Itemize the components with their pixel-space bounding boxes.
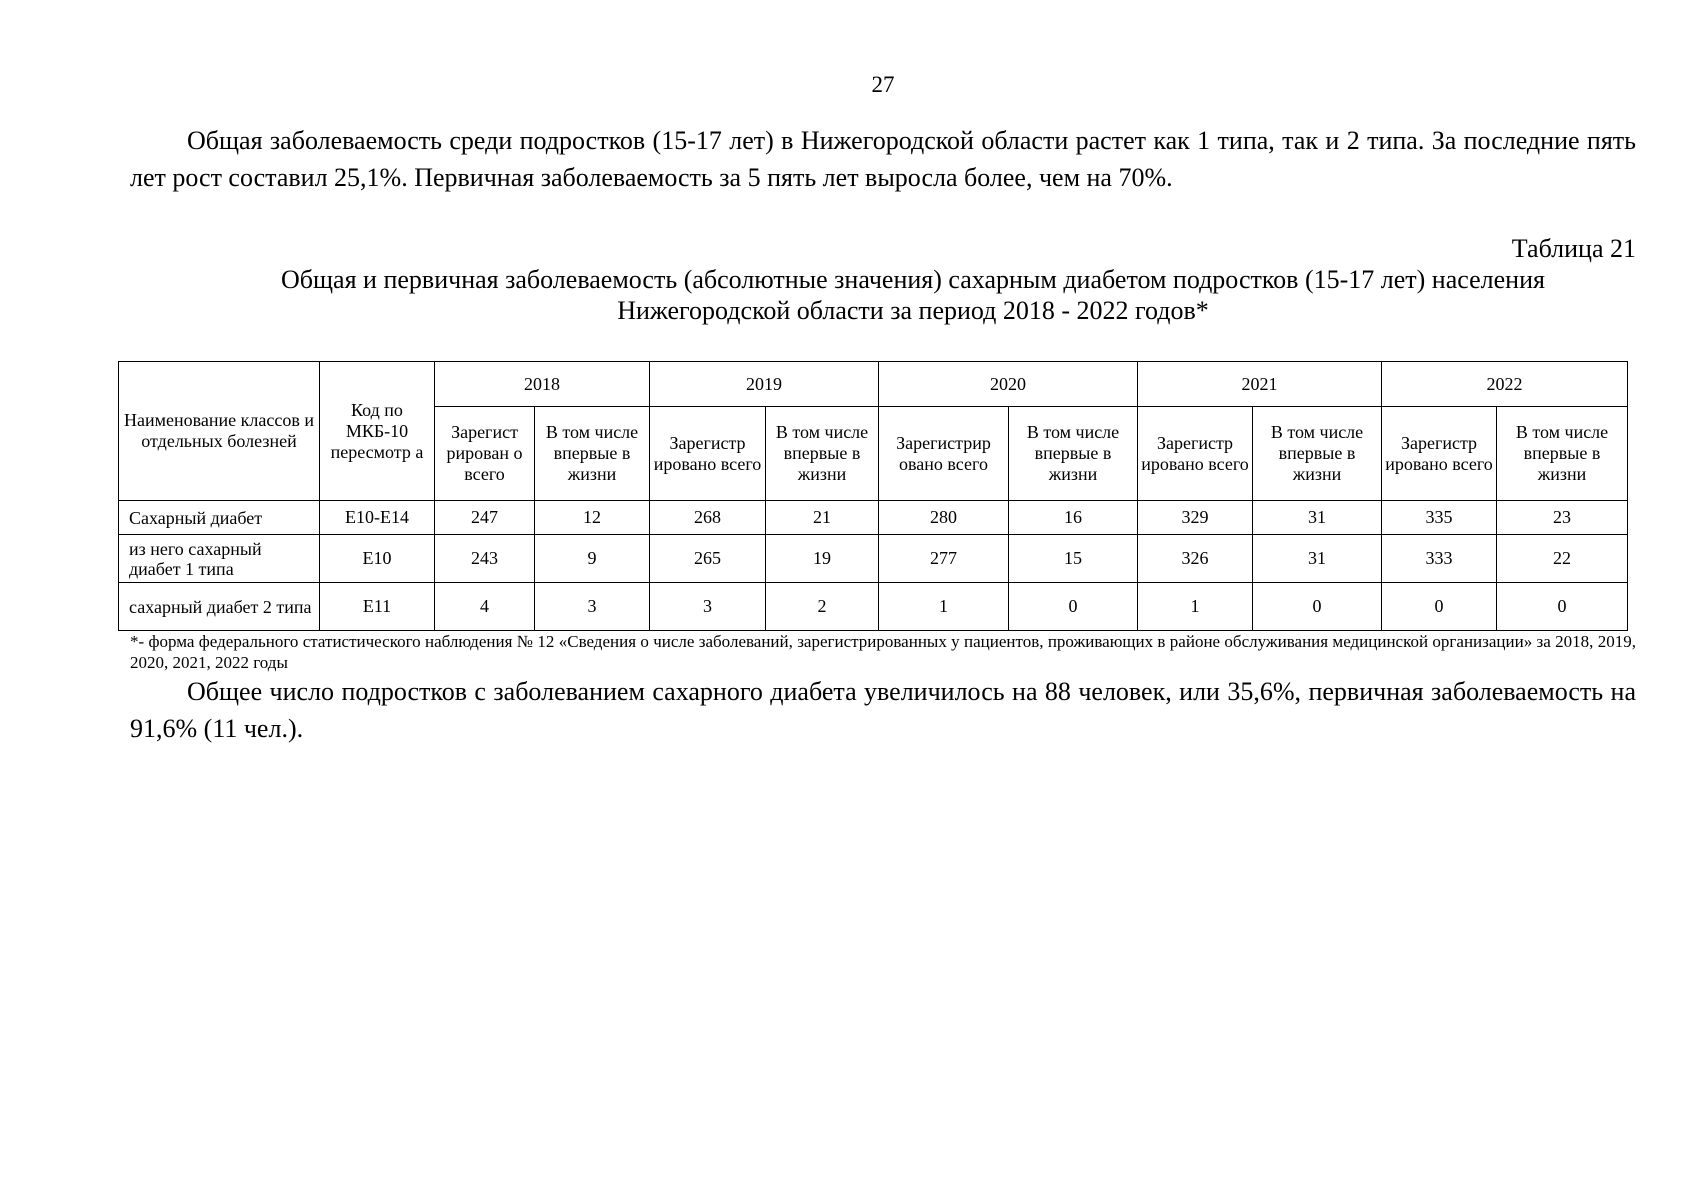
row-value: 335 [1382, 501, 1497, 535]
row-name: Сахарный диабет [119, 501, 320, 535]
row-value: 31 [1253, 501, 1382, 535]
table-row [119, 535, 1628, 583]
subheader-registered-2021: Зарегистр ировано всего [1138, 407, 1253, 501]
year-header-row [119, 362, 1628, 407]
row-value: 265 [650, 535, 766, 583]
row-value: 280 [879, 501, 1009, 535]
table-row [119, 501, 1628, 535]
subheader-first-time-2019: В том числе впервые в жизни [766, 407, 879, 501]
row-value: 22 [1497, 535, 1628, 583]
row-value: 9 [535, 535, 650, 583]
row-value: 1 [1138, 583, 1253, 631]
table-title-line-1: Общая и первичная заболеваемость (абсолютные значения) сахарным диабетом подростков (15-17 лет) населения [281, 265, 1545, 294]
subheader-registered-2022: Зарегистр ировано всего [1382, 407, 1497, 501]
row-name: сахарный диабет 2 типа [119, 583, 320, 631]
row-value: 2 [766, 583, 879, 631]
row-value: 0 [1497, 583, 1628, 631]
header-year-2018: 2018 [435, 362, 650, 407]
row-value: 19 [766, 535, 879, 583]
row-value: 12 [535, 501, 650, 535]
row-value: 333 [1382, 535, 1497, 583]
intro-paragraph: Общая заболеваемость среди подростков (15-17 лет) в Нижегородской области растет как 1 типа, так и 2 типа. За последние пять лет рост составил 25,1%. Первичная заболеваемость за 5 пять лет выросла более, чем на 70%. [130, 126, 1636, 192]
row-value: 243 [435, 535, 535, 583]
diabetes-incidence-table [118, 361, 1628, 631]
row-value: 23 [1497, 501, 1628, 535]
subheader-registered-2020: Зарегистрир овано всего [879, 407, 1009, 501]
row-value: 268 [650, 501, 766, 535]
table-row [119, 583, 1628, 631]
subheader-first-time-2020: В том числе впервые в жизни [1009, 407, 1138, 501]
conclusion-paragraph: Общее число подростков с заболеванием сахарного диабета увеличилось на 88 человек, или 35,6%, первичная заболеваемость на 91,6% (11 чел.). [130, 677, 1636, 743]
subheader-first-time-2021: В том числе впервые в жизни [1253, 407, 1382, 501]
header-year-2021: 2021 [1138, 362, 1382, 407]
row-value: 3 [535, 583, 650, 631]
row-value: 1 [879, 583, 1009, 631]
subheader-first-time-2022: В том числе впервые в жизни [1497, 407, 1628, 501]
table-title [150, 264, 1676, 326]
subheader-registered-2019: Зарегистр ировано всего [650, 407, 766, 501]
table-footnote: *- форма федерального статистического наблюдения № 12 «Сведения о числе заболеваний, зарегистрированных у пациентов, проживающих в районе обслуживания медицинской организации» за 2018, 2019, 2020, 2021, 2022 годы [130, 632, 1636, 672]
header-year-2020: 2020 [879, 362, 1138, 407]
row-value: 4 [435, 583, 535, 631]
row-value: 247 [435, 501, 535, 535]
row-code: E11 [320, 583, 435, 631]
row-value: 326 [1138, 535, 1253, 583]
row-value: 0 [1253, 583, 1382, 631]
subheader-first-time-2018: В том числе впервые в жизни [535, 407, 650, 501]
row-code: E10 [320, 535, 435, 583]
header-year-2019: 2019 [650, 362, 879, 407]
row-value: 21 [766, 501, 879, 535]
header-icd-code: Код по МКБ-10 пересмотр а [320, 362, 435, 501]
page-number: 27 [871, 72, 895, 97]
subheader-registered-2018: Зарегист рирован о всего [435, 407, 535, 501]
row-value: 0 [1009, 583, 1138, 631]
row-value: 0 [1382, 583, 1497, 631]
row-code: E10-E14 [320, 501, 435, 535]
table-title-line-2: Нижегородской области за период 2018 - 2022 годов* [617, 296, 1209, 325]
row-value: 277 [879, 535, 1009, 583]
row-name: из него сахарный диабет 1 типа [119, 535, 320, 583]
row-value: 16 [1009, 501, 1138, 535]
row-value: 3 [650, 583, 766, 631]
row-value: 15 [1009, 535, 1138, 583]
row-value: 31 [1253, 535, 1382, 583]
header-disease-name: Наименование классов и отдельных болезней [119, 362, 320, 501]
row-value: 329 [1138, 501, 1253, 535]
table-label: Таблица 21 [1511, 234, 1636, 263]
header-year-2022: 2022 [1382, 362, 1628, 407]
